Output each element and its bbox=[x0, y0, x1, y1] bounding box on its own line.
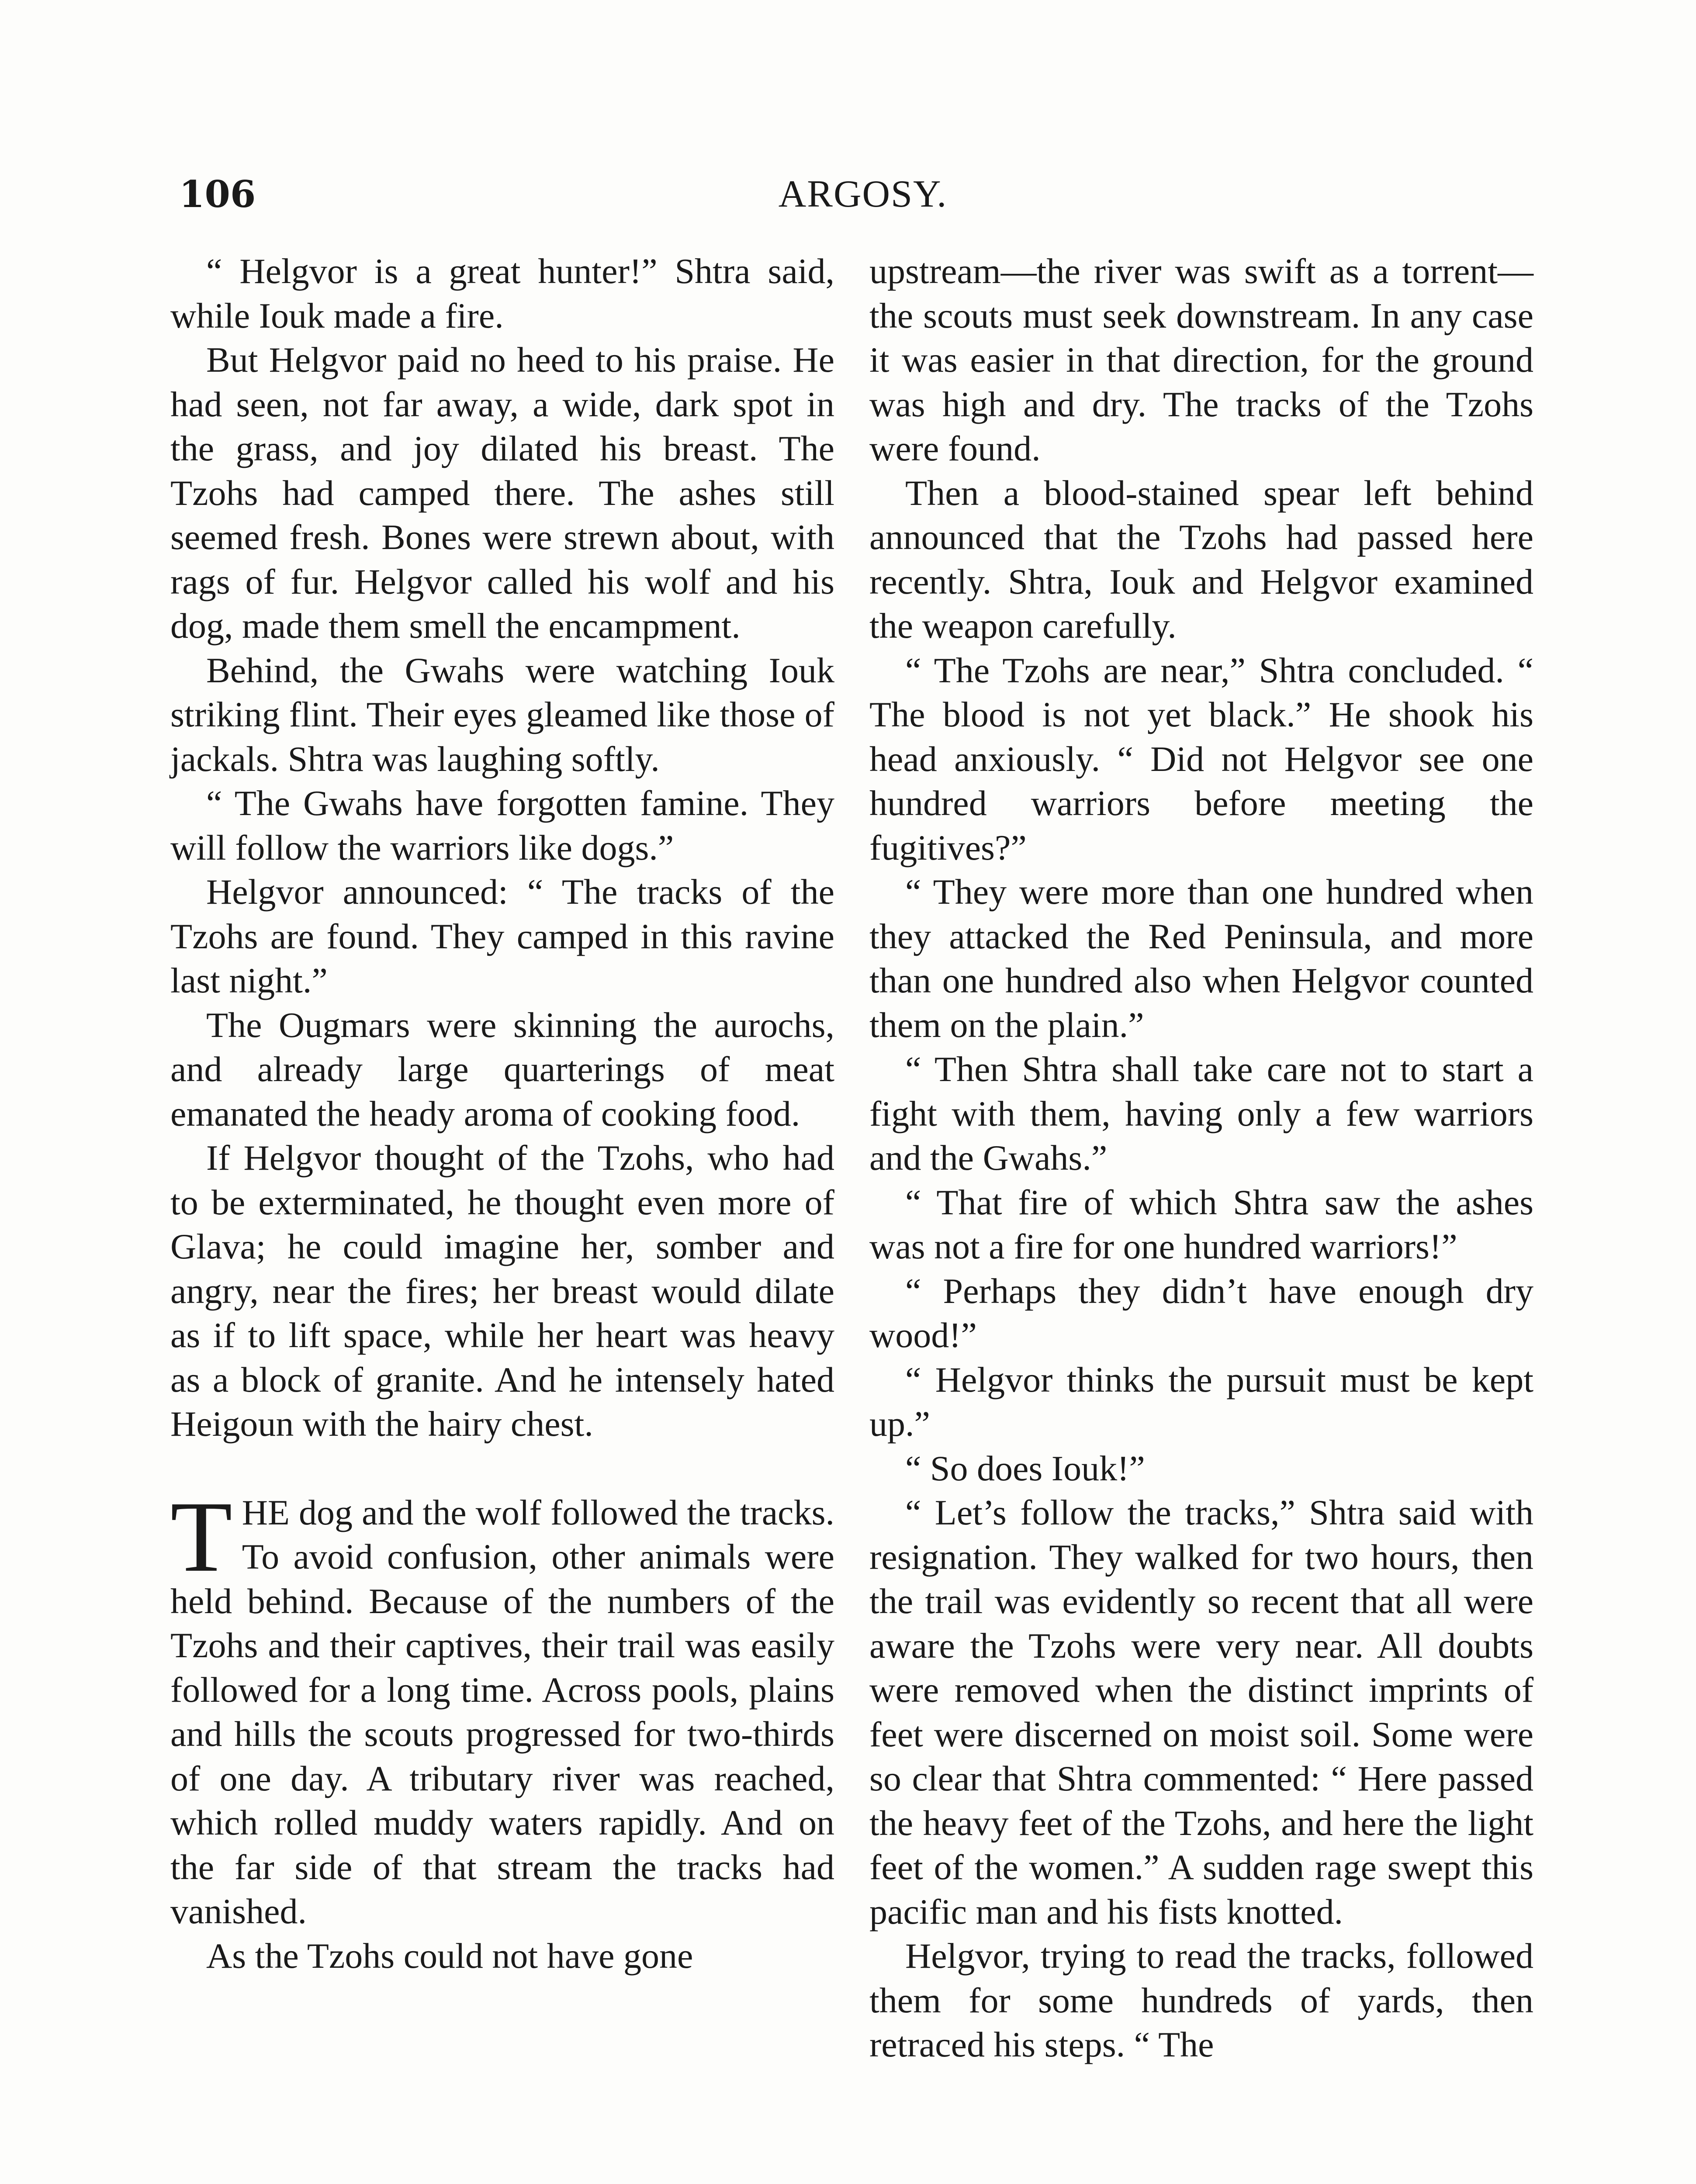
paragraph: As the Tzohs could not have gone bbox=[206, 1935, 693, 1976]
paragraph: “ Helgvor is a great hunter!” Shtra said, while Iouk made a fire. bbox=[170, 251, 834, 335]
paragraph: Helgvor, trying to read the tracks, followed them for some hundreds of yards, then retraced his steps. “ The bbox=[869, 1936, 1533, 2064]
paragraph: “ The Tzohs are near,” Shtra concluded. “ The blood is not yet black.” He shook his head anxiously. “ Did not Helgvor see one hundred warriors before meeting the fugitives?” bbox=[869, 650, 1533, 867]
continued-paragraph: upstream—the river was swift as a torrent—the scouts must seek downstream. In any case it was easier in that direction, for the ground was high and dry. The tracks of the Tzohs were found. bbox=[869, 251, 1533, 468]
paragraph: “ Let’s follow the tracks,” Shtra said with resignation. They walked for two hours, then the trail was evidently so recent that all were aware the Tzohs were very near. All doubts were removed when the distinct imprints of feet were discerned on moist soil. Some were so clear that Shtra commented: “ Here passed the heavy feet of the Tzohs, and here the light feet of the women.” A sudden rage swept this pacific man and his fists knotted. bbox=[869, 1493, 1533, 1932]
paragraph: Then a blood-stained spear left behind announced that the Tzohs had passed here recently. Shtra, Iouk and Helgvor examined the weapon carefully. bbox=[869, 473, 1533, 646]
section-text: dog and the wolf followed the tracks. To avoid confusion, other animals were held behind. Because of the numbers of the Tzohs and their captives, their trail was easily followed for a long time. Across pools, plains and hills the scouts progressed for two-thirds of one day. A tributary river was reached, which rolled muddy waters rapidly. And on the far side of that stream the tracks had vanished. bbox=[170, 1492, 834, 1931]
paragraph: Helgvor announced: “ The tracks of the Tzohs are found. They camped in this ravine last night.” bbox=[170, 872, 834, 1000]
page-number: 106 bbox=[179, 173, 256, 216]
paragraph: “ So does Iouk!” bbox=[905, 1448, 1145, 1488]
small-caps-lead: HE bbox=[242, 1492, 290, 1532]
paragraph: “ Then Shtra shall take care not to start a fight with them, having only a few warriors and the Gwahs.” bbox=[869, 1049, 1533, 1178]
right-column bbox=[869, 249, 1533, 2067]
paragraph: Behind, the Gwahs were watching Iouk striking flint. Their eyes gleamed like those of jackals. Shtra was laughing softly. bbox=[170, 650, 834, 779]
page-header bbox=[179, 170, 1547, 218]
paragraph: The Ougmars were skinning the aurochs, and already large quarterings of meat emanated the heady aroma of cooking food. bbox=[170, 1005, 834, 1133]
running-title: ARGOSY. bbox=[778, 173, 948, 215]
paragraph: “ The Gwahs have forgotten famine. They will follow the warriors like dogs.” bbox=[170, 783, 834, 867]
paragraph: “ They were more than one hundred when they attacked the Red Peninsula, and more than one hundred also when Helgvor counted them on the plain.” bbox=[869, 872, 1533, 1045]
paragraph: “ Perhaps they didn’t have enough dry wood!” bbox=[869, 1271, 1533, 1355]
paragraph: If Helgvor thought of the Tzohs, who had to be exterminated, he thought even more of Glava; he could imagine her, somber and angry, near the fires; her breast would dilate as if to lift space, while her heart was heavy as a block of granite. And he intensely hated Heigoun with the hairy chest. bbox=[170, 1138, 834, 1444]
paragraph: “ Helgvor thinks the pursuit must be kept up.” bbox=[869, 1359, 1533, 1444]
left-column bbox=[170, 249, 834, 1978]
paragraph: “ That fire of which Shtra saw the ashes was not a fire for one hundred warriors!” bbox=[869, 1182, 1533, 1266]
drop-cap: T bbox=[170, 1480, 232, 1593]
section-opening-paragraph bbox=[170, 1480, 834, 1934]
paragraph: But Helgvor paid no heed to his praise. He had seen, not far away, a wide, dark spot in the grass, and joy dilated his breast. The Tzohs had camped there. The ashes still seemed fresh. Bones were strewn about, with rags of fur. Helgvor called his wolf and his dog, made them smell the encampment. bbox=[170, 340, 834, 646]
